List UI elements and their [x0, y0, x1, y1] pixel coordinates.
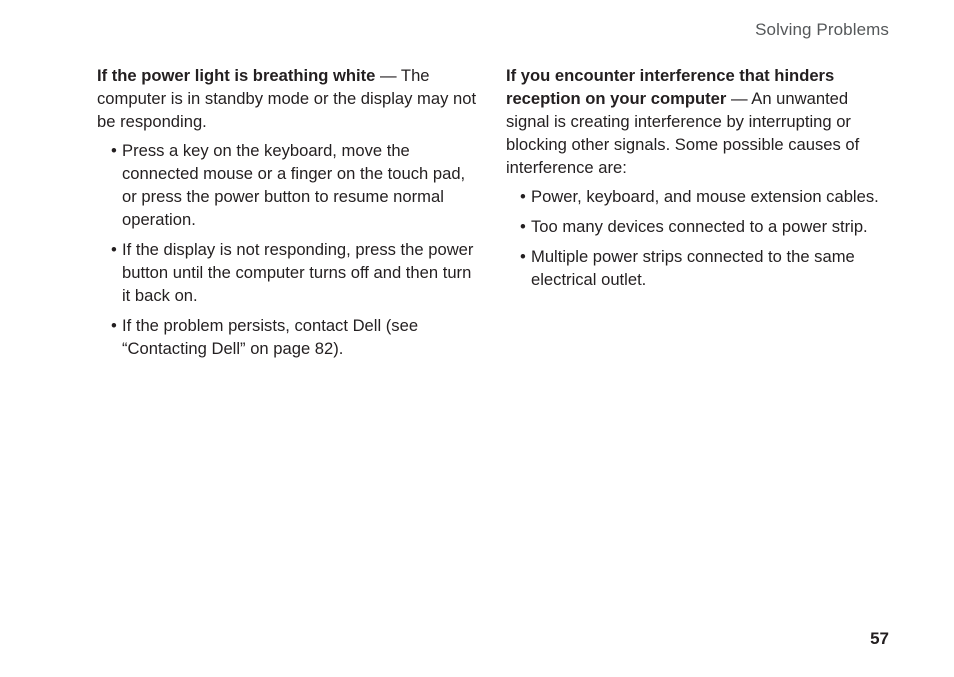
- interference-paragraph: [506, 64, 891, 179]
- bullet-icon: •: [111, 240, 117, 259]
- bullet-icon: •: [111, 141, 117, 160]
- bullet-icon: •: [520, 217, 526, 236]
- power-light-body: — The computer is in standby mode or the display may not be responding.: [97, 66, 477, 131]
- list-item: [520, 185, 891, 208]
- list-item-text: Too many devices connected to a power strip.: [531, 217, 868, 236]
- list-item-text: Power, keyboard, and mouse extension cables.: [531, 187, 879, 206]
- list-item: [111, 314, 482, 360]
- list-item-text: If the display is not responding, press the power button until the computer turns off and then turn it back on.: [122, 240, 474, 305]
- left-column: [97, 64, 482, 367]
- page-number: 57: [870, 629, 889, 648]
- list-item-text: Press a key on the keyboard, move the connected mouse or a finger on the touch pad, or press the power button to resume normal operation.: [122, 141, 466, 229]
- running-header: Solving Problems: [755, 20, 889, 39]
- list-item: [520, 245, 891, 291]
- interference-heading: If you encounter interference that hinders reception on your computer: [506, 66, 835, 108]
- list-item: [111, 139, 482, 231]
- list-item-text: Multiple power strips connected to the same electrical outlet.: [531, 247, 855, 289]
- interference-bullet-list: [506, 185, 891, 291]
- list-item: [111, 238, 482, 307]
- interference-body: — An unwanted signal is creating interference by interrupting or blocking other signals. Some possible causes of interference are:: [506, 89, 860, 177]
- power-light-heading: If the power light is breathing white: [97, 66, 376, 85]
- right-column: [506, 64, 891, 298]
- list-item: [520, 215, 891, 238]
- power-light-paragraph: [97, 64, 482, 133]
- bullet-icon: •: [520, 187, 526, 206]
- bullet-icon: •: [520, 247, 526, 266]
- power-light-bullet-list: [97, 139, 482, 360]
- bullet-icon: •: [111, 316, 117, 335]
- list-item-text: If the problem persists, contact Dell (see “Contacting Dell” on page 82).: [122, 316, 419, 358]
